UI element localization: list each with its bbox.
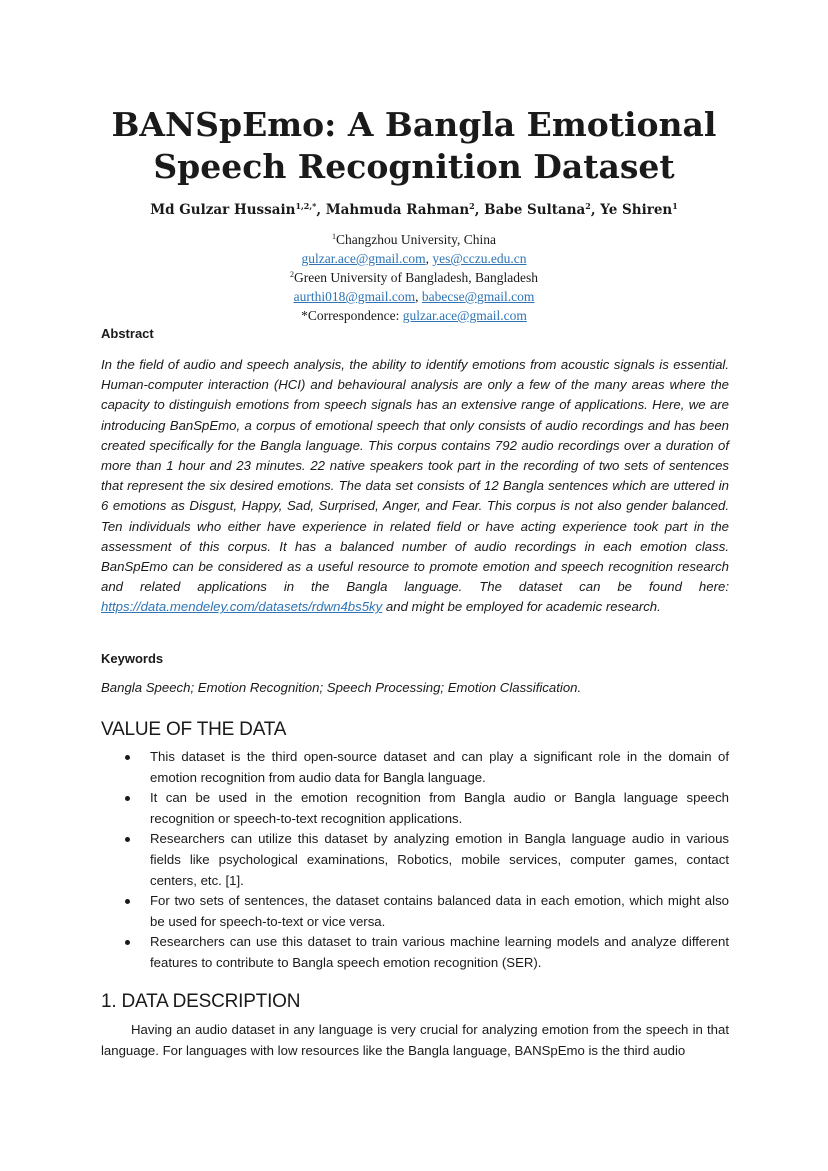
paper-title: BANSpEmo: A Bangla Emotional Speech Recognition Dataset xyxy=(111,105,717,186)
email-link[interactable]: babecse@gmail.com xyxy=(421,289,535,304)
author-name: Md Gulzar Hussain xyxy=(150,202,296,218)
data-description-text: Having an audio dataset in any language is very crucial for analyzing emotion from the speech in that language. For languages with low resources like the Bangla language, BANSpEmo is the third audio xyxy=(101,1022,729,1058)
affiliation-2: $^2$Green University of Bangladesh, Bangladesh xyxy=(289,270,539,285)
value-list xyxy=(101,747,729,974)
abstract-heading: Abstract xyxy=(101,326,154,341)
email-link[interactable]: aurthi018@gmail.com xyxy=(293,289,416,304)
list-item: It can be used in the emotion recognition from Bangla audio or Bangla language speech recognition or speech-to-text recognition applications. xyxy=(101,788,729,829)
corresponding-marker: * xyxy=(312,201,317,211)
email-link[interactable]: gulzar.ace@gmail.com xyxy=(301,251,426,266)
bullet-icon xyxy=(125,755,130,760)
author-affiliation-marker: 1,2, xyxy=(295,201,313,211)
section-heading-data-description: 1. DATA DESCRIPTION xyxy=(101,991,301,1012)
affiliation-1-emails: gulzar.ace@gmail.com, yes@cczu.edu.cn xyxy=(301,251,527,266)
bullet-icon xyxy=(125,796,130,801)
correspondence: *Correspondence: gulzar.ace@gmail.com xyxy=(301,308,527,323)
affiliations xyxy=(60,230,768,325)
author-name: Mahmuda Rahman xyxy=(325,202,470,218)
section-heading-value: VALUE OF THE DATA xyxy=(101,719,287,740)
list-item: This dataset is the third open-source dataset and can play a significant role in the domain of emotion recognition from audio data for Bangla language. xyxy=(101,747,729,788)
author-affiliation-marker: 2 xyxy=(585,201,591,211)
list-item: Researchers can utilize this dataset by analyzing emotion in Bangla language audio in various fields like psychological examinations, Robotics, mobile services, computer games, contact centers, etc. [1]. xyxy=(101,829,729,891)
bullet-icon xyxy=(125,837,130,842)
email-link[interactable]: yes@cczu.edu.cn xyxy=(432,251,527,266)
author-name: Ye Shiren xyxy=(600,202,673,218)
author-affiliation-marker: 2 xyxy=(469,201,475,211)
list-item: Researchers can use this dataset to train various machine learning models and analyze different features to contribute to Bangla speech emotion recognition (SER). xyxy=(101,932,729,973)
keywords-heading: Keywords xyxy=(101,651,164,666)
list-item: For two sets of sentences, the dataset contains balanced data in each emotion, which might also be used for speech-to-text or vice versa. xyxy=(101,891,729,932)
email-link[interactable]: gulzar.ace@gmail.com xyxy=(402,308,527,323)
bullet-icon xyxy=(125,899,130,904)
keywords-text: Bangla Speech; Emotion Recognition; Speech Processing; Emotion Classification. xyxy=(101,680,582,695)
author-name: Babe Sultana xyxy=(484,202,586,218)
affiliation-2-emails: aurthi018@gmail.com, babecse@gmail.com xyxy=(293,289,535,304)
bullet-icon xyxy=(125,940,130,945)
author-list: Md Gulzar Hussain$^{1,2,*}$, Mahmuda Rahman$^2$, Babe Sultana$^2$, Ye Shiren$^1$ xyxy=(150,201,678,218)
dataset-link[interactable]: https://data.mendeley.com/datasets/rdwn4bs5ky xyxy=(101,599,383,615)
affiliation-1: $^1$Changzhou University, China xyxy=(332,232,496,247)
abstract-text: In the field of audio and speech analysis, the ability to identify emotions from acoustic signals is essential. Human-computer interaction (HCI) and behavioural analysis are only a few of the many areas where the capacity to distinguish emotions from speech signals has an extensive range of applications. Here, we are introducing BanSpEmo, a corpus of emotional speech that only consists of audio recordings and has been created specifically for the Bangla language. This corpus contains 792 audio recordings over a duration of more than 1 hour and 23 minutes. 22 native speakers took part in the recording of two sets of sentences that represent the six desired emotions. The data set consists of 12 Bangla sentences which are uttered in 6 emotions as Disgust, Happy, Sad, Surprised, Anger, and Fear. This corpus is not also gender balanced. Ten individuals who either have experience in related field or have acting experience took part in the assessment of this corpus. It has a balanced number of audio recordings in each emotion class. BanSpEmo can be considered as a useful resource to promote emotion and speech recognition research and related applications in the Bangla language. The dataset can be found here: https://data.mendeley.com/datasets/rdwn4bs5ky and might be employed for academic research. xyxy=(101,357,729,615)
author-affiliation-marker: 1 xyxy=(672,201,678,211)
